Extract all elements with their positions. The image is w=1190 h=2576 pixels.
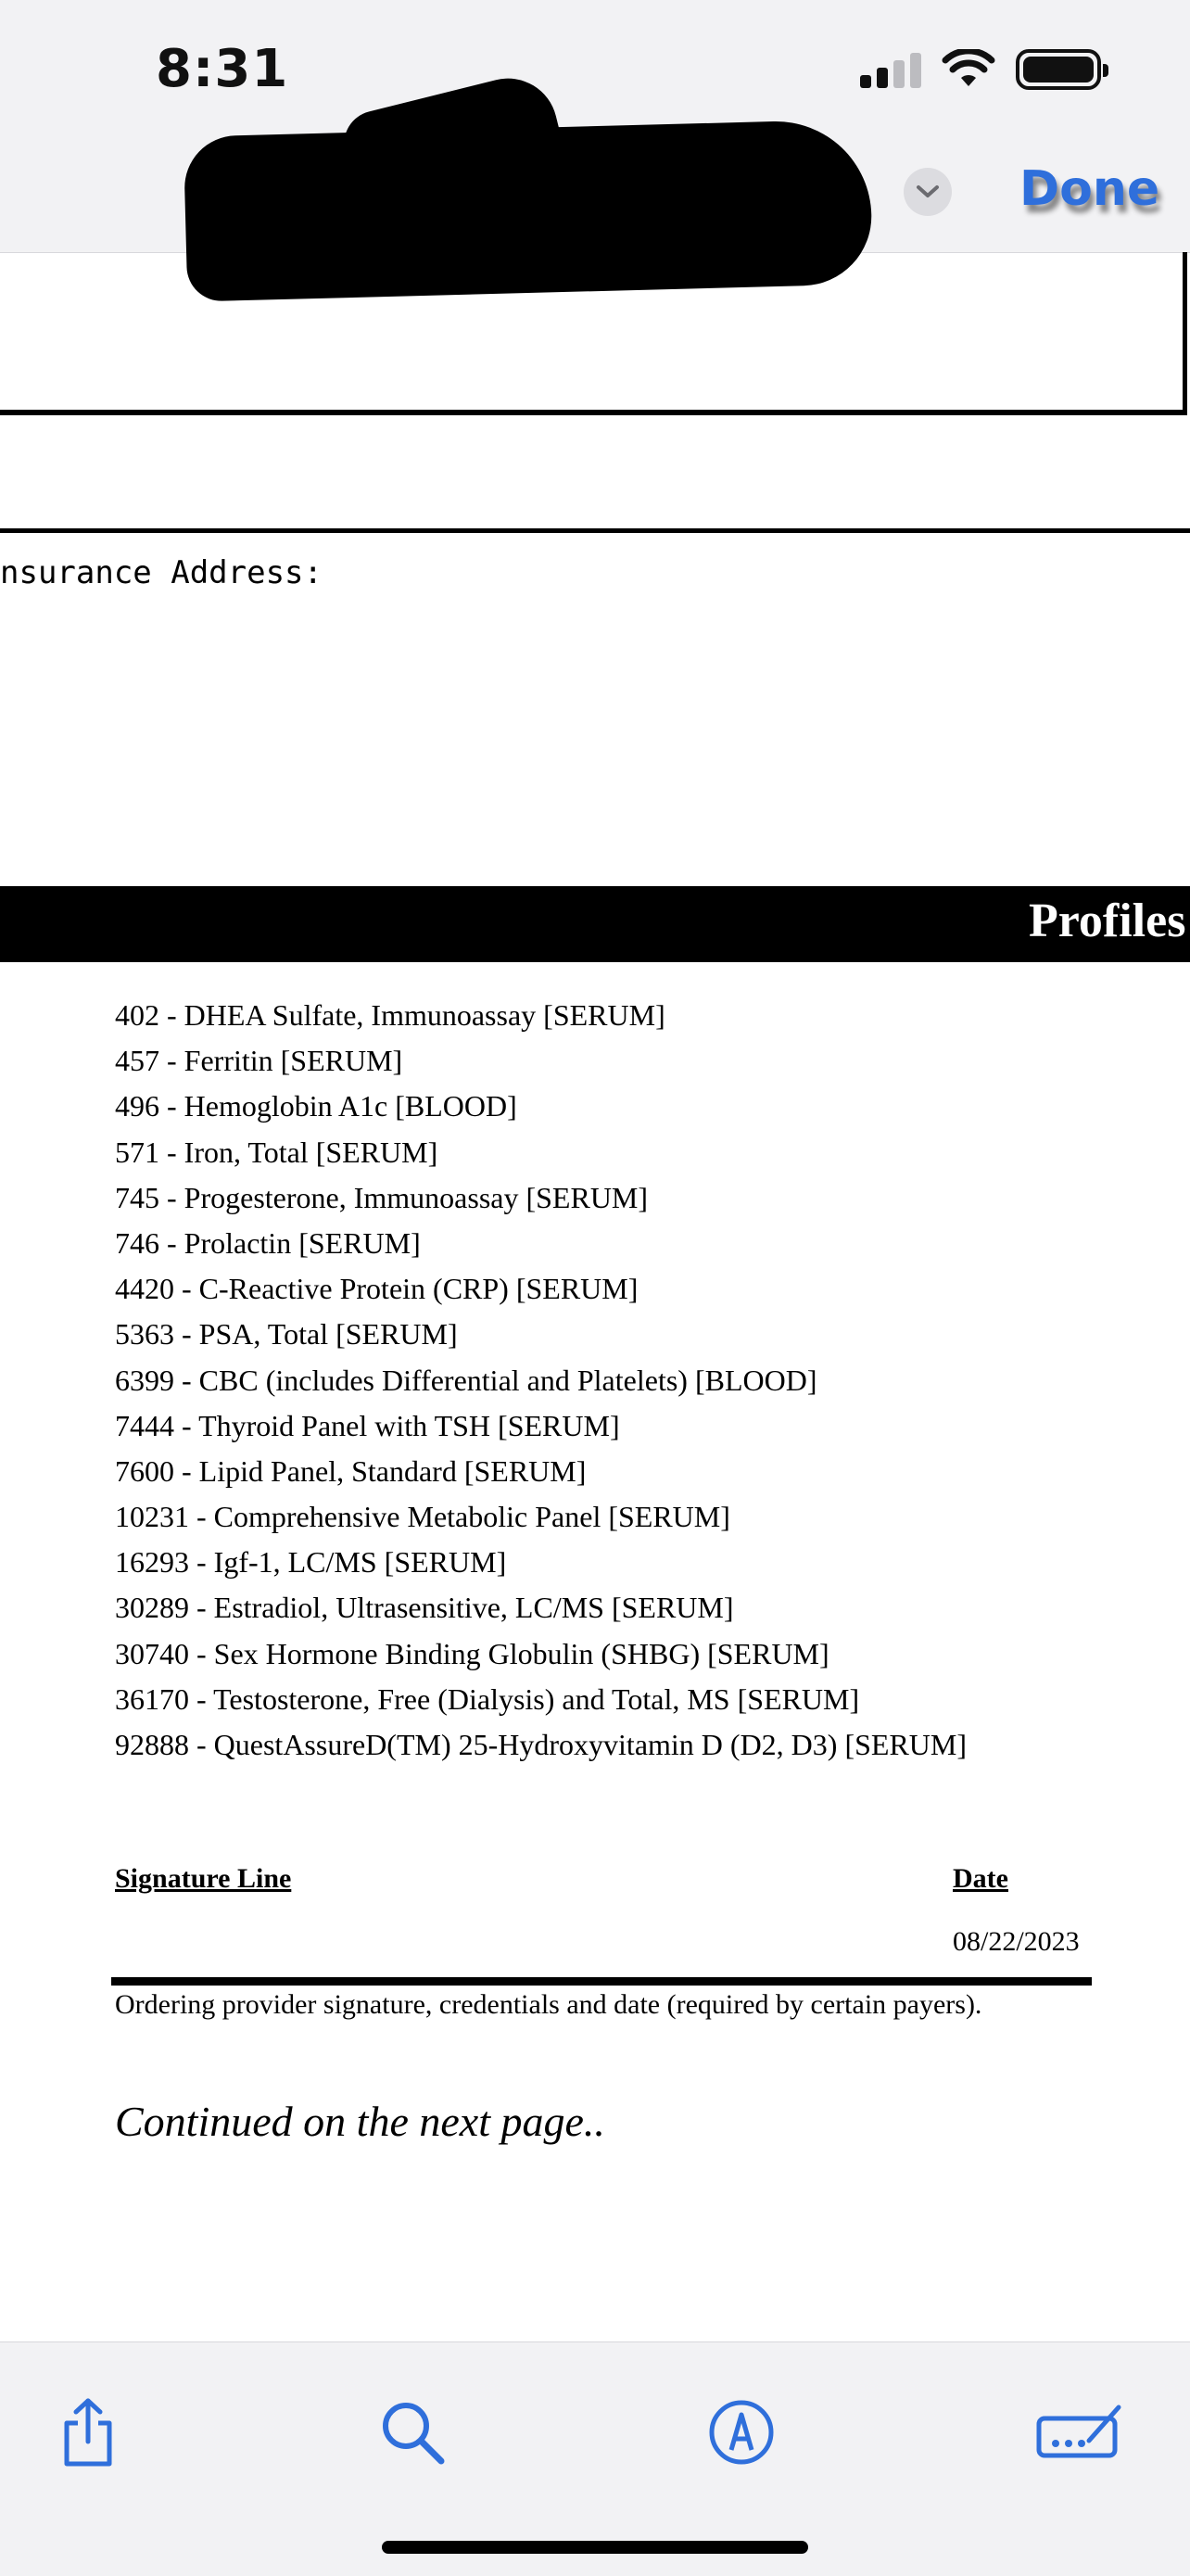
chevron-down-icon <box>916 184 940 199</box>
document-title[interactable] <box>185 130 890 250</box>
share-button[interactable] <box>37 2381 139 2483</box>
share-icon <box>56 2395 120 2469</box>
title-menu-button[interactable] <box>904 168 952 216</box>
list-item: 745 - Progesterone, Immunoassay [SERUM] <box>115 1180 649 1214</box>
list-item: 402 - DHEA Sulfate, Immunoassay [SERUM] <box>115 998 665 1032</box>
list-item: 92888 - QuestAssureD(TM) 25-Hydroxyvitamin D (D2, D3) [SERUM] <box>115 1728 967 1761</box>
form-divider <box>0 528 1190 533</box>
date-label: Date <box>953 1863 1008 1894</box>
markup-icon <box>707 2398 776 2467</box>
list-item: 571 - Iron, Total [SERUM] <box>115 1135 438 1169</box>
insurance-address-label: nsurance Address: <box>0 554 323 591</box>
list-item: 30289 - Estradiol, Ultrasensitive, LC/MS [SERUM] <box>115 1591 734 1625</box>
bottom-toolbar <box>0 2341 1190 2576</box>
profiles-title: Profiles <box>1029 895 1186 947</box>
list-item: 7600 - Lipid Panel, Standard [SERUM] <box>115 1453 587 1488</box>
wifi-icon <box>942 49 995 90</box>
list-item: 36170 - Testosterone, Free (Dialysis) and Total, MS [SERUM] <box>115 1681 860 1716</box>
status-time: 8:31 <box>156 39 289 99</box>
test-list <box>115 993 967 1768</box>
list-item: 7444 - Thyroid Panel with TSH [SERUM] <box>115 1408 620 1442</box>
date-value: 08/22/2023 <box>953 1926 1080 1957</box>
fill-sign-icon <box>1033 2400 1126 2465</box>
list-item: 10231 - Comprehensive Metabolic Panel [SERUM] <box>115 1500 730 1534</box>
home-indicator[interactable] <box>382 2541 808 2554</box>
search-button[interactable] <box>361 2381 463 2483</box>
list-item: 457 - Ferritin [SERUM] <box>115 1044 403 1078</box>
list-item: 4420 - C-Reactive Protein (CRP) [SERUM] <box>115 1272 639 1306</box>
list-item: 30740 - Sex Hormone Binding Globulin (SHBG) [SERUM] <box>115 1636 829 1670</box>
signature-rule <box>111 1977 1092 1986</box>
list-item: 6399 - CBC (includes Differential and Platelets) [BLOOD] <box>115 1363 817 1397</box>
list-item: 16293 - Igf-1, LC/MS [SERUM] <box>115 1545 507 1580</box>
top-navigation-bar <box>0 0 1190 253</box>
profiles-header-bar <box>0 886 1190 962</box>
search-icon <box>378 2398 447 2467</box>
list-item: 746 - Prolactin [SERUM] <box>115 1225 421 1260</box>
cellular-signal-icon <box>860 51 921 88</box>
list-item: 5363 - PSA, Total [SERUM] <box>115 1317 458 1351</box>
list-item: 496 - Hemoglobin A1c [BLOOD] <box>115 1089 517 1123</box>
signature-line-label: Signature Line <box>115 1863 292 1894</box>
status-icons <box>860 46 1101 93</box>
battery-icon <box>1016 49 1101 90</box>
continued-note: Continued on the next page.. <box>115 2098 605 2145</box>
done-button[interactable]: Done <box>1019 161 1160 217</box>
signature-note: Ordering provider signature, credentials and date (required by certain payers). <box>115 1989 982 2020</box>
form-box <box>0 252 1187 415</box>
fill-sign-button[interactable] <box>1029 2381 1131 2483</box>
markup-button[interactable] <box>690 2381 792 2483</box>
